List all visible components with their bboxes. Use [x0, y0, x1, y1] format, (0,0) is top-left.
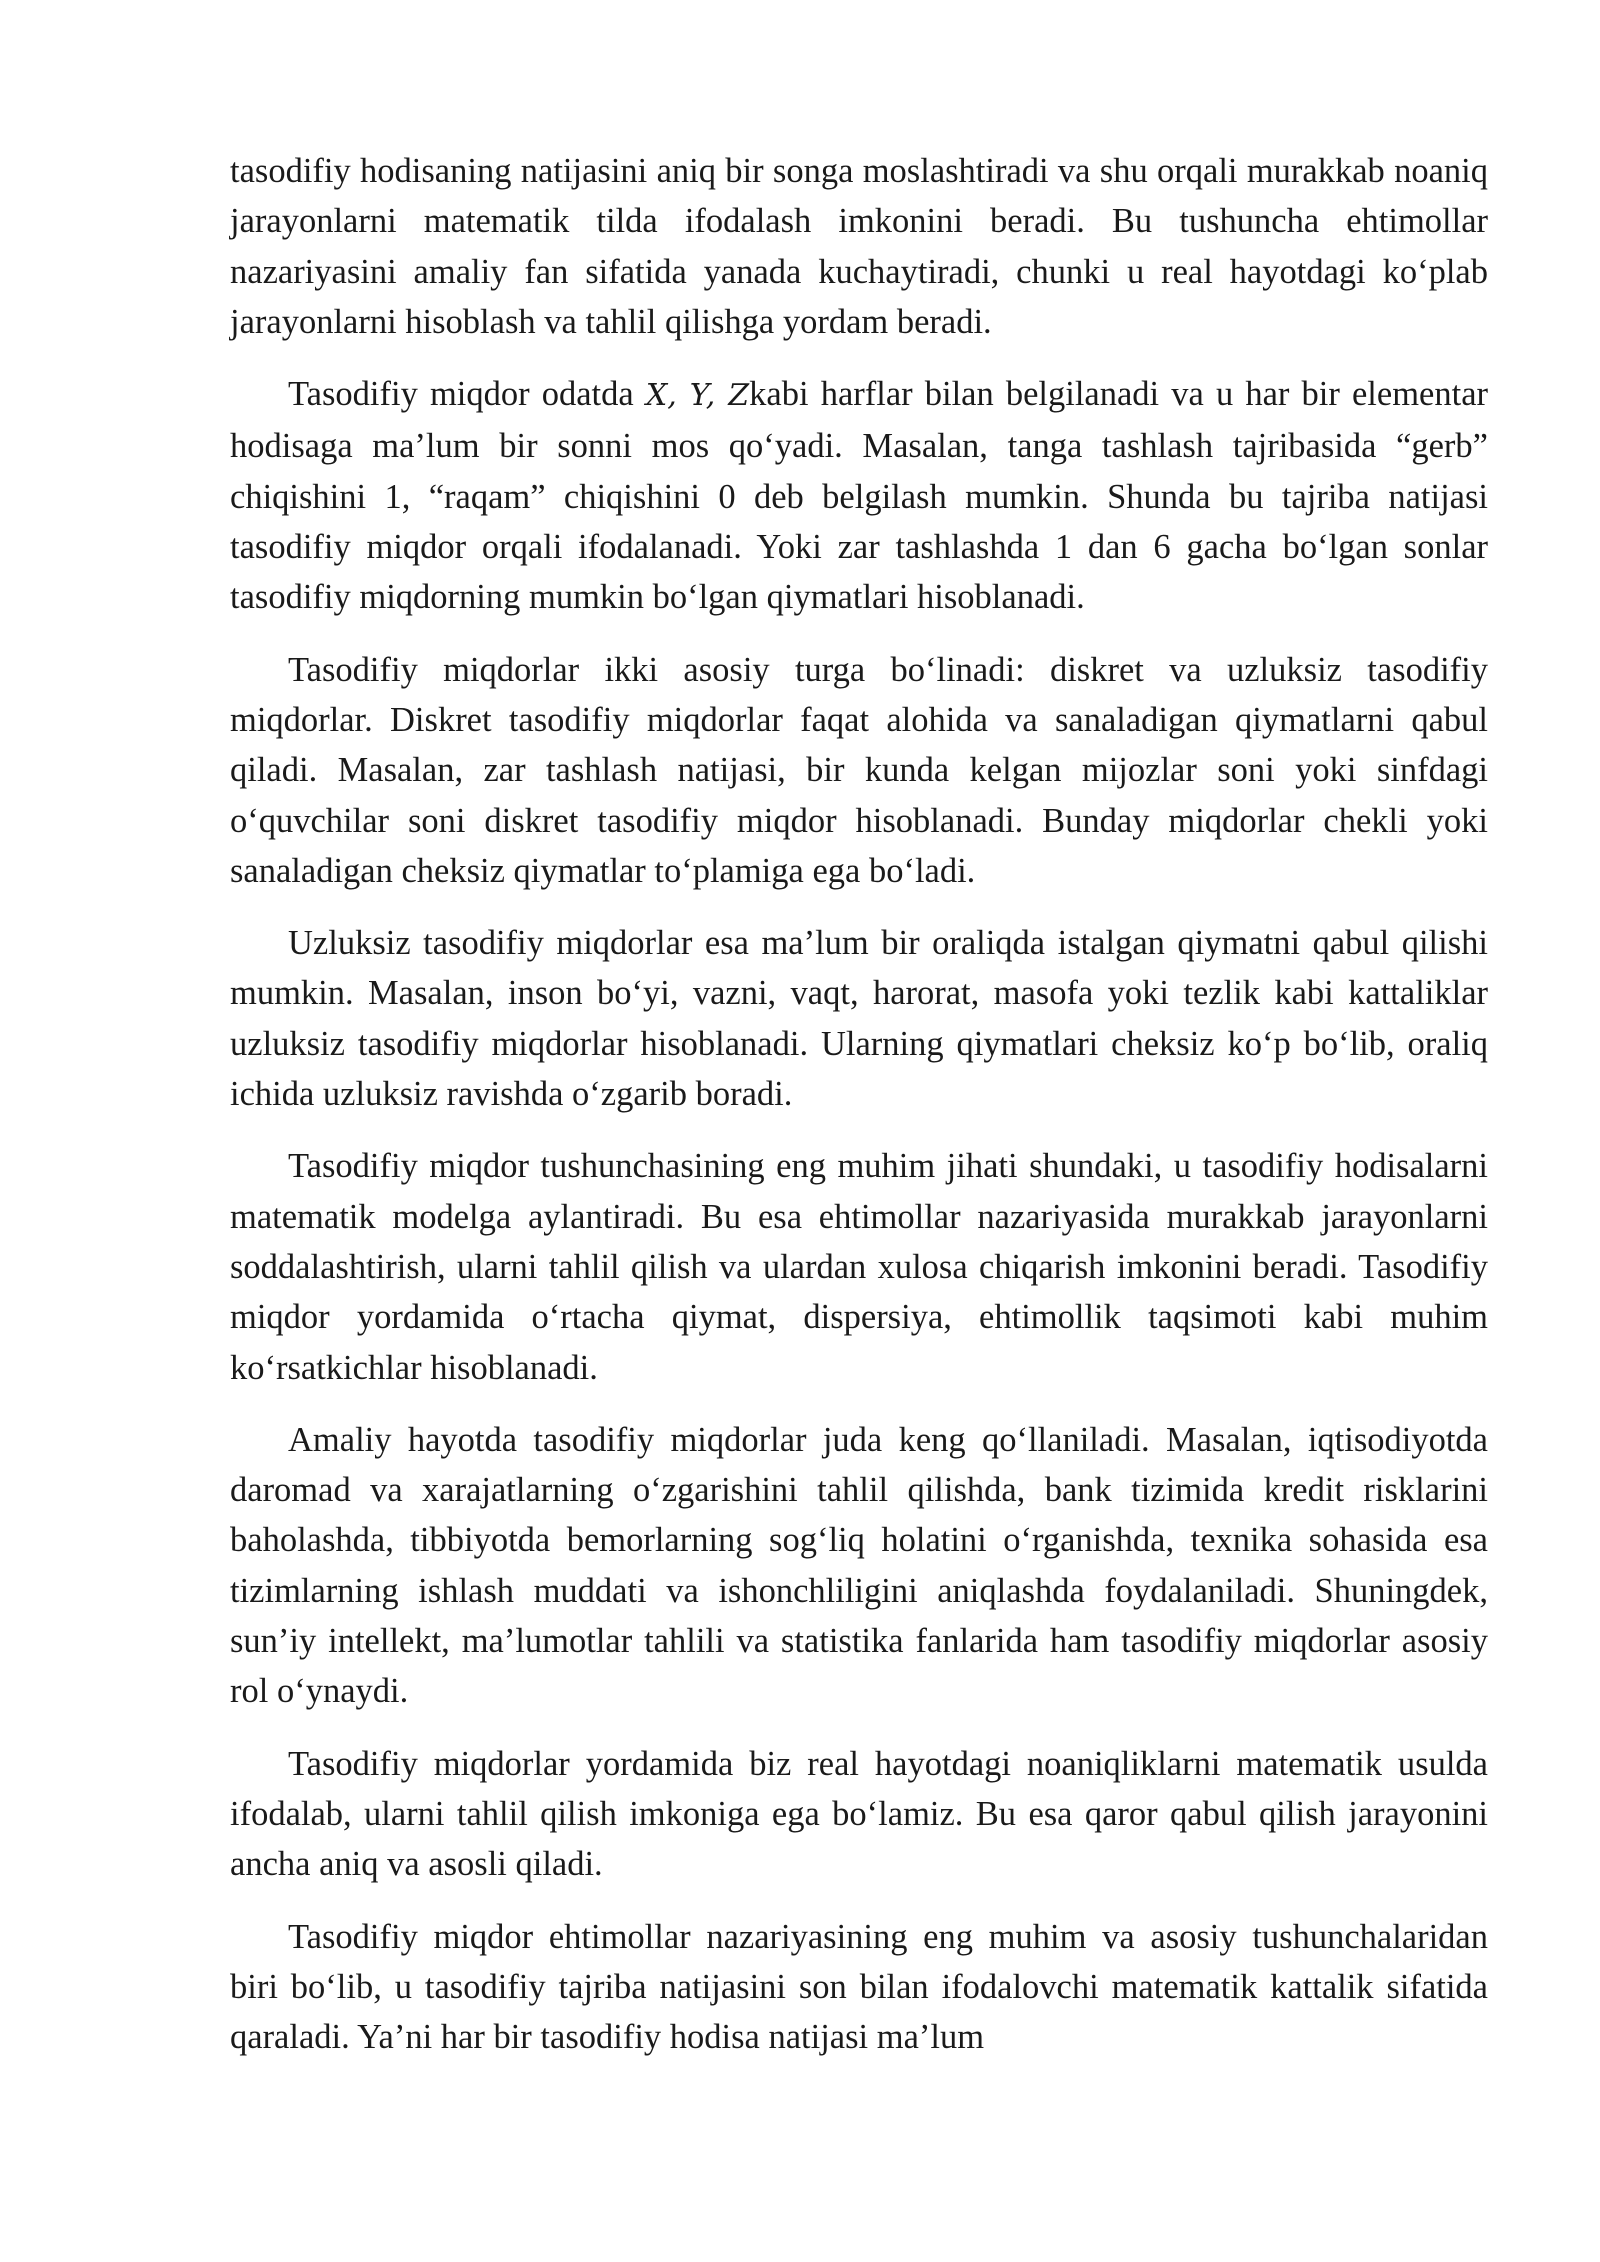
paragraph-2: [230, 369, 1488, 622]
math-variables: X, Y, Z: [645, 378, 750, 414]
paragraph-5: Tasodifiy miqdor tushunchasining eng muhim jihati shundaki, u tasodifiy hodisalarni matematik modelga aylantiradi. Bu esa ehtimollar nazariyasida murakkab jarayonlarni soddalashtirish, ularni tahlil qilish va ulardan xulosa chiqarish imkonini beradi. Tasodifiy miqdor yordamida o‘rtacha qiymat, dispersiya, ehtimollik taqsimoti kabi muhim ko‘rsatkichlar hisoblanadi.: [230, 1147, 1488, 1387]
paragraph-7: Tasodifiy miqdorlar yordamida biz real hayotdagi noaniqliklarni matematik usulda ifodalab, ularni tahlil qilish imkoniga ega bo‘lamiz. Bu esa qaror qabul qilish jarayonini ancha aniq va asosli qiladi.: [230, 1744, 1488, 1884]
paragraph-6: Amaliy hayotda tasodifiy miqdorlar juda keng qo‘llaniladi. Masalan, iqtisodiyotda daromad va xarajatlarning o‘zgarishini tahlil qilishda, bank tizimida kredit risklarini baholashda, tibbiyotda bemorlarning sog‘liq holatini o‘rganishda, texnika sohasida esa tizimlarning ishlash muddati va ishonchliligini aniqlashda foydalaniladi. Shuningdek, sun’iy intellekt, ma’lumotlar tahlili va statistika fanlarida ham tasodifiy miqdorlar asosiy rol o‘ynaydi.: [230, 1420, 1488, 1711]
paragraph-3: Tasodifiy miqdorlar ikki asosiy turga bo‘linadi: diskret va uzluksiz tasodifiy miqdorlar. Diskret tasodifiy miqdorlar faqat alohida va sanaladigan qiymatlarni qabul qiladi. Masalan, zar tashlash natijasi, bir kunda kelgan mijozlar soni yoki sinfdagi o‘quvchilar soni diskret tasodifiy miqdor hisoblanadi. Bunday miqdorlar chekli yoki sanaladigan cheksiz qiymatlar to‘plamiga ega bo‘ladi.: [230, 650, 1488, 890]
paragraph-8: Tasodifiy miqdor ehtimollar nazariyasining eng muhim va asosiy tushunchalaridan biri bo‘lib, u tasodifiy tajriba natijasini son bilan ifodalovchi matematik kattalik sifatida qaraladi. Ya’ni har bir tasodifiy hodisa natijasi ma’lum: [230, 1917, 1488, 2057]
paragraph-2-before: Tasodifiy miqdor odatda: [288, 375, 646, 414]
paragraph-4: Uzluksiz tasodifiy miqdorlar esa ma’lum bir oraliqda istalgan qiymatni qabul qilishi mumkin. Masalan, inson bo‘yi, vazni, vaqt, harorat, masofa yoki tezlik kabi kattaliklar uzluksiz tasodifiy miqdorlar hisoblanadi. Ularning qiymatlari cheksiz ko‘p bo‘lib, oraliq ichida uzluksiz ravishda o‘zgarib boradi.: [230, 924, 1488, 1114]
paragraph-2-after: kabi harflar bilan belgilanadi va u har bir elementar hodisaga ma’lum bir sonni mos qo‘yadi. Masalan, tanga tashlash tajribasida “gerb” chiqishini 1, “raqam” chiqishini 0 deb belgilash mumkin. Shunda bu tajriba natijasi tasodifiy miqdor orqali ifodalanadi. Yoki zar tashlashda 1 dan 6 gacha bo‘lgan sonlar tasodifiy miqdorning mumkin bo‘lgan qiymatlari hisoblanadi.: [230, 375, 1488, 617]
document-page: [230, 146, 1488, 2084]
paragraph-1: tasodifiy hodisaning natijasini aniq bir songa moslashtiradi va shu orqali murakkab noaniq jarayonlarni matematik tilda ifodalash imkonini beradi. Bu tushuncha ehtimollar nazariyasini amaliy fan sifatida yanada kuchaytiradi, chunki u real hayotdagi ko‘plab jarayonlarni hisoblash va tahlil qilishga yordam beradi.: [230, 152, 1488, 341]
